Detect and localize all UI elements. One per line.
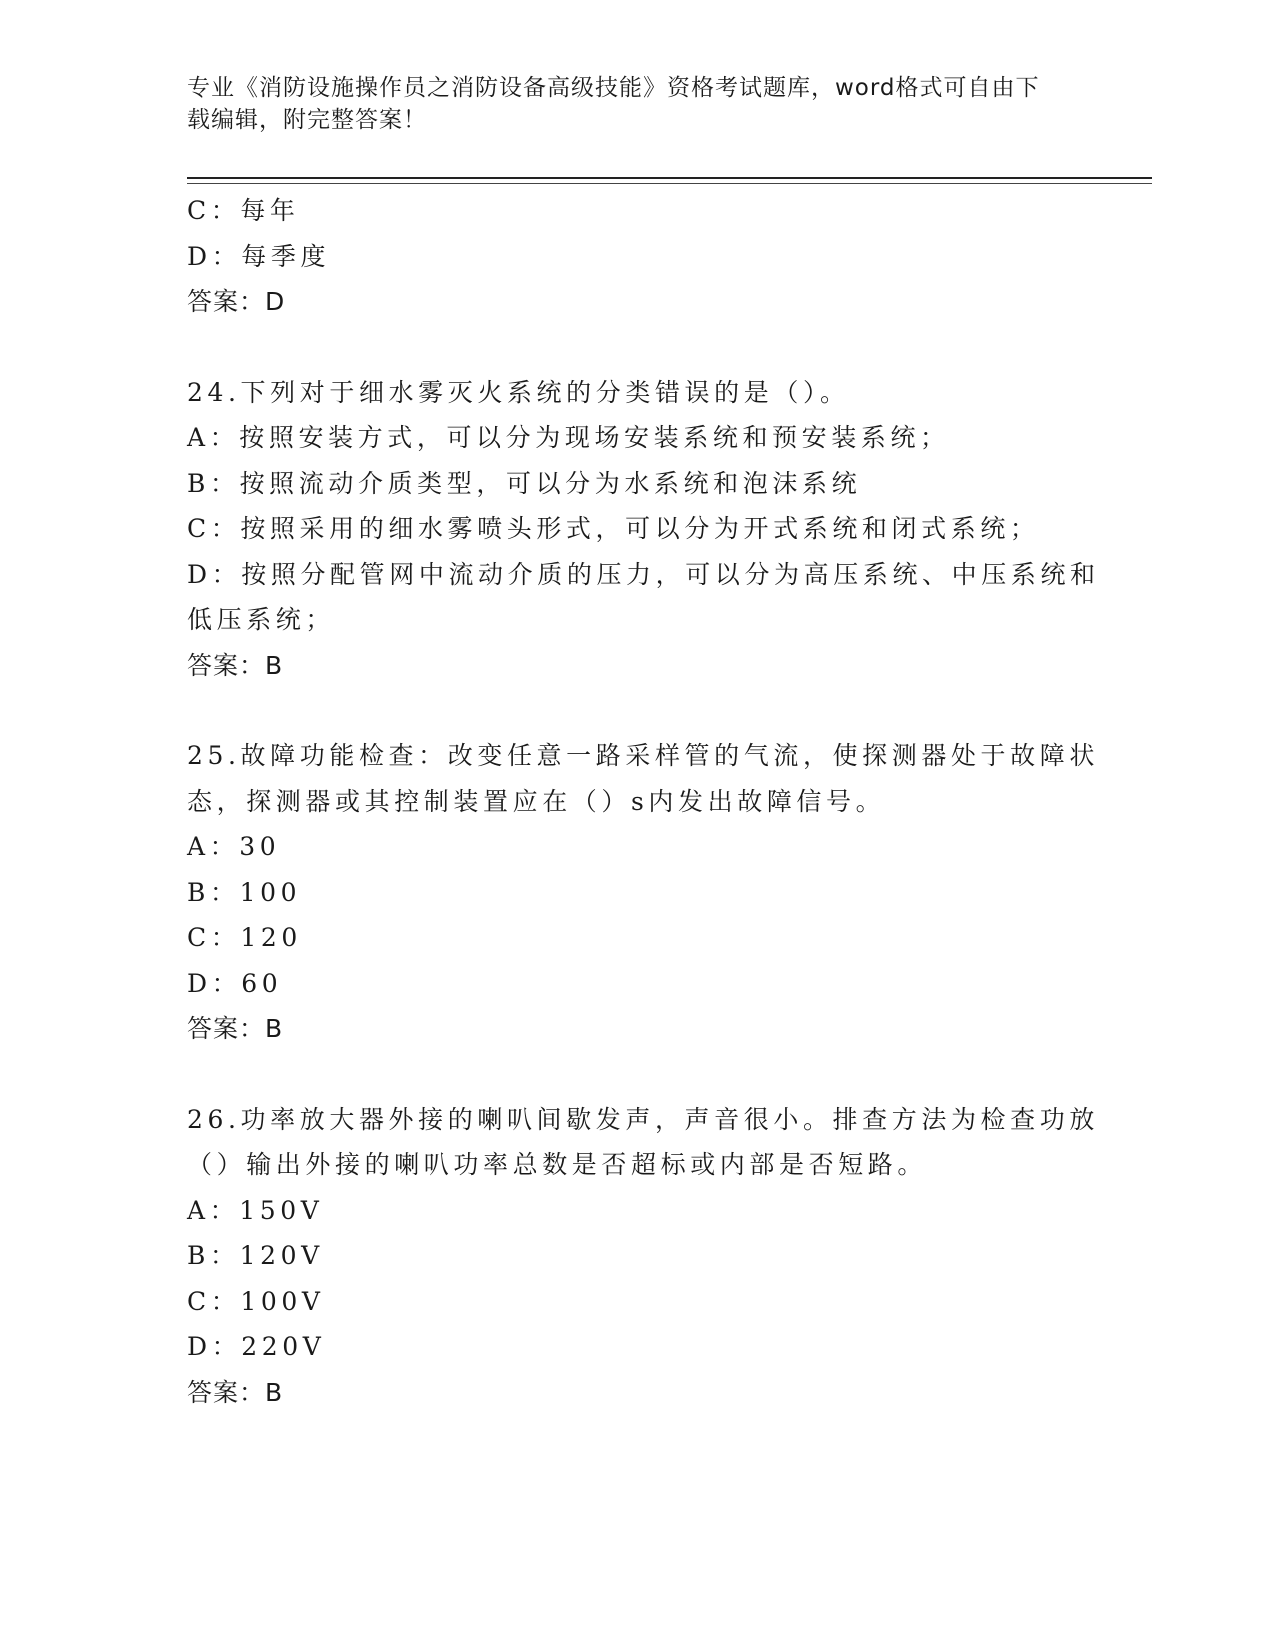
option-a: A：按照安装方式，可以分为现场安装系统和预安装系统；: [187, 423, 950, 452]
answer-line: 答案：B: [187, 650, 284, 680]
option-a: A：30: [187, 832, 281, 861]
option-d-continued: 低压系统；: [187, 605, 336, 634]
option-c: C：120: [187, 923, 302, 952]
question-stem: 25.故障功能检查：改变任意一路采样管的气流，使探测器处于故障状: [187, 741, 1099, 770]
option-b: B：120V: [187, 1241, 324, 1270]
spacer: [187, 325, 1087, 370]
question-block-26: [187, 1097, 1099, 1416]
document-header: [187, 72, 1067, 136]
answer-line: 答案：D: [187, 287, 286, 316]
option-d: D：220V: [187, 1332, 326, 1361]
option-d: D：按照分配管网中流动介质的压力，可以分为高压系统、中压系统和: [187, 559, 1100, 589]
question-stem: 26.功率放大器外接的喇叭间歇发声，声音很小。排查方法为检查功放: [187, 1104, 1099, 1134]
option-c: C：每年: [187, 196, 300, 225]
spacer: [187, 688, 1087, 733]
question-block-25: [187, 733, 1099, 1052]
option-b: B：100: [187, 877, 302, 907]
spacer: [187, 1052, 1087, 1097]
question-block-24: [187, 370, 1100, 689]
option-d: D：60: [187, 968, 283, 998]
header-line-1: 专业《消防设施操作员之消防设备高级技能》资格考试题库，word格式可自由下: [187, 75, 1040, 101]
option-a: A：150V: [187, 1195, 324, 1225]
option-b: B：按照流动介质类型，可以分为水系统和泡沫系统: [187, 468, 862, 498]
option-d: D：每季度: [187, 241, 331, 271]
header-line-2: 载编辑，附完整答案！: [187, 107, 427, 133]
question-stem: 24.下列对于细水雾灭火系统的分类错误的是（）。: [187, 377, 850, 407]
header-rule-thin: [187, 183, 1152, 184]
question-list: [187, 188, 1100, 1415]
question-stem-continued: （）输出外接的喇叭功率总数是否超标或内部是否短路。: [187, 1150, 928, 1179]
option-c: C：按照采用的细水雾喷头形式，可以分为开式系统和闭式系统；: [187, 514, 1040, 543]
answer-line: 答案：B: [187, 1377, 284, 1407]
question-block-23: [187, 188, 1087, 325]
answer-line: 答案：B: [187, 1014, 284, 1043]
option-c: C：100V: [187, 1286, 325, 1316]
question-stem-continued: 态，探测器或其控制装置应在（）s内发出故障信号。: [187, 786, 886, 816]
header-rule-thick: [187, 177, 1152, 179]
